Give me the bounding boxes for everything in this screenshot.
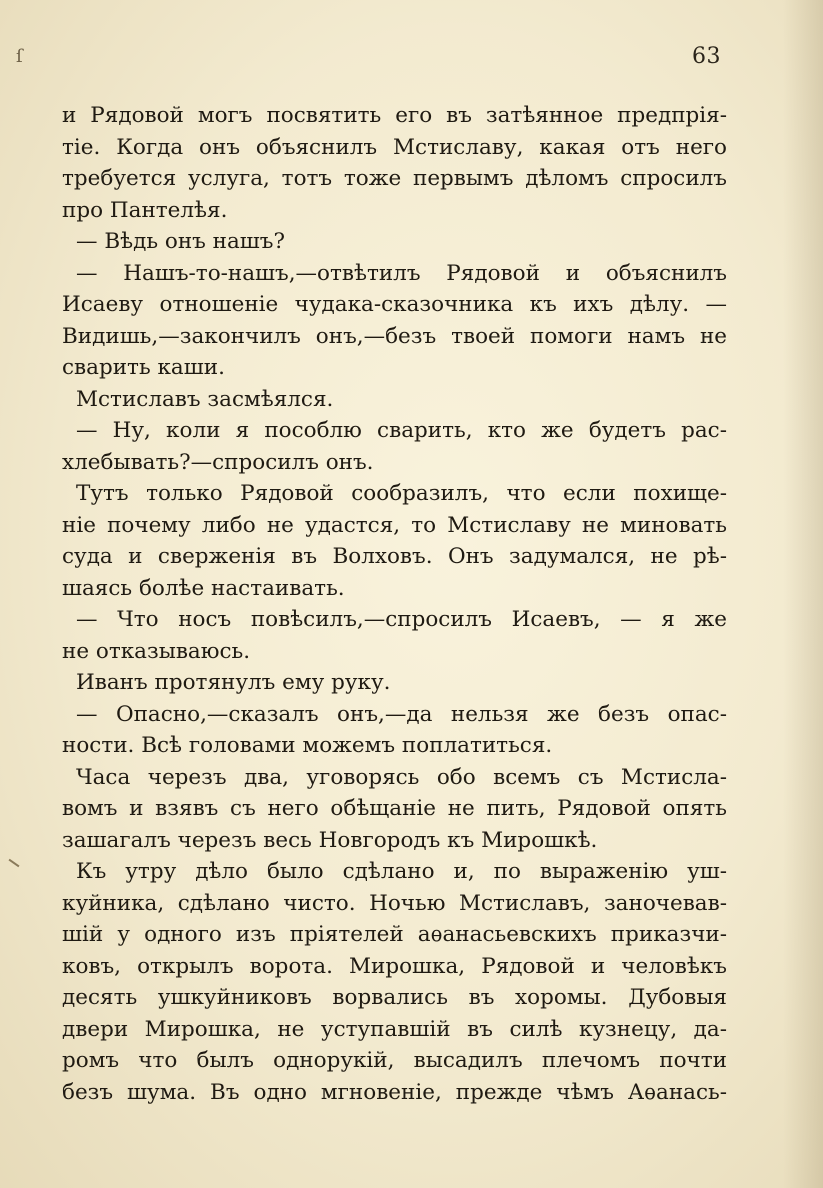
text-line: двери Мирошка, не уступавшій въ силѣ кузнецу, да- — [62, 1016, 727, 1042]
text-line: зашагалъ черезъ весь Новгородъ къ Мирошкѣ. — [62, 827, 598, 853]
text-line: — Вѣдь онъ нашъ? — [76, 229, 286, 254]
text-line: тіе. Когда онъ объяснилъ Мстиславу, какая отъ него — [62, 134, 727, 160]
text-line: безъ шума. Въ одно мгновеніе, прежде чѣмъ Аѳанась- — [62, 1079, 727, 1105]
text-line: хлебывать?—спросилъ онъ. — [62, 449, 374, 475]
text-line: не отказываюсь. — [62, 638, 251, 664]
text-line: куйника, сдѣлано чисто. Ночью Мстиславъ, заночевав- — [62, 890, 727, 916]
text-line: суда и сверженія въ Волховъ. Онъ задумался, не рѣ- — [62, 544, 727, 569]
body-text — [62, 100, 727, 1108]
text-line: — Ну, коли я пособлю сварить, кто же будетъ рас- — [76, 418, 727, 443]
text-line: про Пантелѣя. — [62, 197, 228, 223]
text-line: — Нашъ-то-нашъ,—отвѣтилъ Рядовой и объяснилъ — [76, 260, 727, 286]
text-line: ніе почему либо не удастся, то Мстиславу не миновать — [62, 512, 727, 538]
text-line: Исаеву отношеніе чудака-сказочника къ ихъ дѣлу. — — [62, 292, 727, 317]
text-line: и Рядовой могъ посвятить его въ затѣянное предпрія- — [62, 103, 727, 128]
text-line: Къ утру дѣло было сдѣлано и, по выраженію уш- — [76, 859, 727, 884]
page-edge-shadow — [783, 0, 823, 1188]
text-line: — Опасно,—сказалъ онъ,—да нельзя же безъ опас- — [76, 701, 727, 727]
text-line: шій у одного изъ пріятелей аѳанасьевскихъ приказчи- — [62, 922, 727, 947]
text-line: сварить каши. — [62, 355, 225, 380]
text-line: Тутъ только Рядовой сообразилъ, что если похище- — [76, 481, 727, 506]
text-line: Иванъ протянулъ ему руку. — [76, 670, 391, 695]
text-line: ромъ что былъ однорукій, высадилъ плечомъ почти — [62, 1048, 727, 1073]
text-line: ковъ, открылъ ворота. Мирошка, Рядовой и человѣкъ — [62, 953, 727, 979]
text-line: ности. Всѣ головами можемъ поплатиться. — [62, 733, 553, 758]
text-line: требуется услуга, тотъ тоже первымъ дѣломъ спросилъ — [62, 166, 727, 191]
margin-dash-mark — [9, 859, 20, 868]
text-line: десять ушкуйниковъ ворвались въ хоромы. Дубовыя — [62, 985, 727, 1010]
text-line: Видишь,—закончилъ онъ,—безъ твоей помоги намъ не — [62, 323, 727, 349]
text-line: шаясь болѣе настаивать. — [62, 575, 345, 601]
text-line: — Что носъ повѣсилъ,—спросилъ Исаевъ, — я же — [76, 607, 727, 632]
margin-mark: ſ — [16, 46, 23, 67]
text-line: Часа черезъ два, уговорясь обо всемъ съ Мстисла- — [76, 764, 727, 790]
page-number: 63 — [692, 44, 721, 69]
text-line: Мстиславъ засмѣялся. — [76, 386, 334, 412]
text-line: вомъ и взявъ съ него обѣщаніе не пить, Рядовой опять — [62, 796, 727, 821]
